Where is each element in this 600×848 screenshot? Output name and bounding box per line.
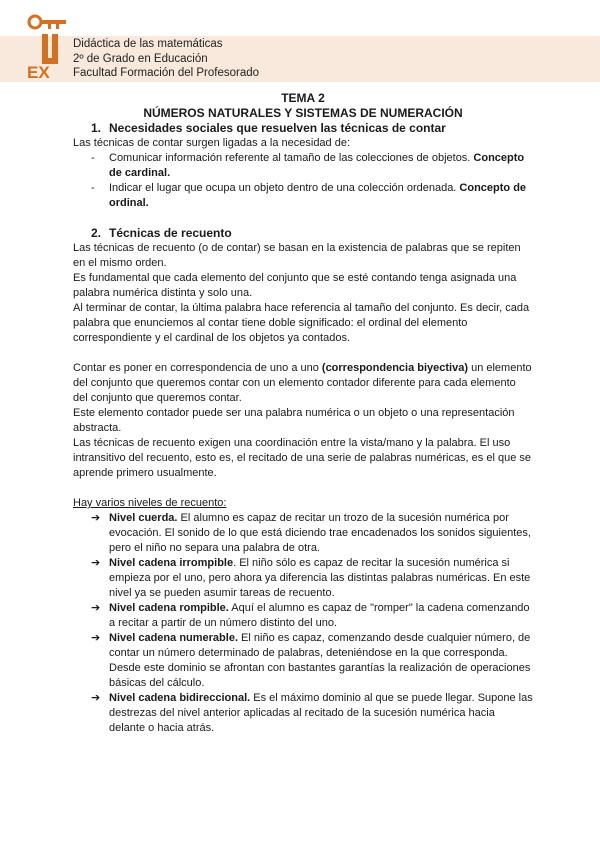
level-item: ➔ Nivel cadena bidireccional. Es el máximo dominio al que se puede llegar. Supone las destrezas del nivel anterior aplicadas al recitado de la sucesión numérica hacia delante o hacia atrás. [91,692,533,734]
paragraph: Es fundamental que cada elemento del conjunto que se esté contando tenga asignada una palabra numérica distinta y solo una. [73,272,517,299]
section-number: 1. [91,121,102,135]
section-2-heading [91,226,533,241]
arrow-icon: ➔ [91,512,101,524]
header-line-degree: 2º de Grado en Educación [73,52,208,65]
section-number: 2. [91,226,102,240]
uex-logo [26,14,68,80]
paragraph: Este elemento contador puede ser una palabra numérica o un objeto o una representación abstracta. [73,407,515,434]
header-line-faculty: Facultad Formación del Profesorado [73,67,260,79]
list-item: - Indicar el lugar que ocupa un objeto dentro de una colección ordenada. Concepto de ordinal. [91,182,527,209]
level-item: ➔ Nivel cadena rompible. Aquí el alumno es capaz de "romper" la cadena comenzando a recitar a partir de un número distinto del uno. [91,602,530,629]
document-body [73,91,533,736]
section-title: Necesidades sociales que resuelven las técnicas de contar [109,121,446,135]
tema-label: TEMA 2 [281,91,325,105]
paragraph: Al terminar de contar, la última palabra hace referencia al tamaño del conjunto. Es decir, cada palabra que enunciemos al contar tiene doble significado: el ordinal del elemento correspondiente y el cardinal de los objetos ya contados. [73,302,530,344]
paragraph: Las técnicas de recuento (o de contar) se basan en la existencia de palabras que se repiten en el mismo orden. [73,242,521,269]
document-title: NÚMEROS NATURALES Y SISTEMAS DE NUMERACIÓN [143,106,463,120]
paragraph: Las técnicas de recuento exigen una coordinación entre la vista/mano y la palabra. El uso intransitivo del recuento, esto es, el recitado de una serie de palabras numéricas, es el que se aprende primero usualmente. [73,437,531,479]
levels-heading: Hay varios niveles de recuento: [73,497,227,509]
level-item: ➔ Nivel cadena numerable. El niño es capaz, comenzando desde cualquier número, de contar un número determinado de palabras, deteniéndose en la que corresponda. Desde este dominio se afrontan con bastantes garantías la realización de operaciones básicas del cálculo. [91,632,531,689]
paragraph: Contar es poner en correspondencia de uno a uno (correspondencia biyectiva) un elemento del conjunto que queremos contar con un elemento contador diferente para cada elemento del conjunto que queremos contar. [73,362,532,404]
svg-text:EX: EX [27,63,50,80]
section-1-intro: Las técnicas de contar surgen ligadas a la necesidad de: [73,137,351,149]
section-title: Técnicas de recuento [109,226,232,240]
level-item: ➔ Nivel cuerda. El alumno es capaz de recitar un trozo de la sucesión numérica por evocación. El sonido de lo que está diciendo trae encadenados los sonidos siguientes, pero el niño no separa una palabra de otra. [91,512,531,554]
section-1-heading [91,121,533,136]
arrow-icon: ➔ [91,602,101,614]
arrow-icon: ➔ [91,557,101,569]
arrow-icon: ➔ [91,692,101,704]
header-text [73,37,259,81]
arrow-icon: ➔ [91,632,101,644]
header-line-course: Didáctica de las matemáticas [73,38,223,50]
level-item: ➔ Nivel cadena irrompible. El niño sólo es capaz de recitar la sucesión numérica si empieza por el uno, pero ahora ya diferencia las distintas palabras numéricas. En este nivel ya se pueden asumir tareas de recuento. [91,557,531,599]
list-item: - Comunicar información referente al tamaño de las colecciones de objetos. Concepto de cardinal. [91,152,525,179]
